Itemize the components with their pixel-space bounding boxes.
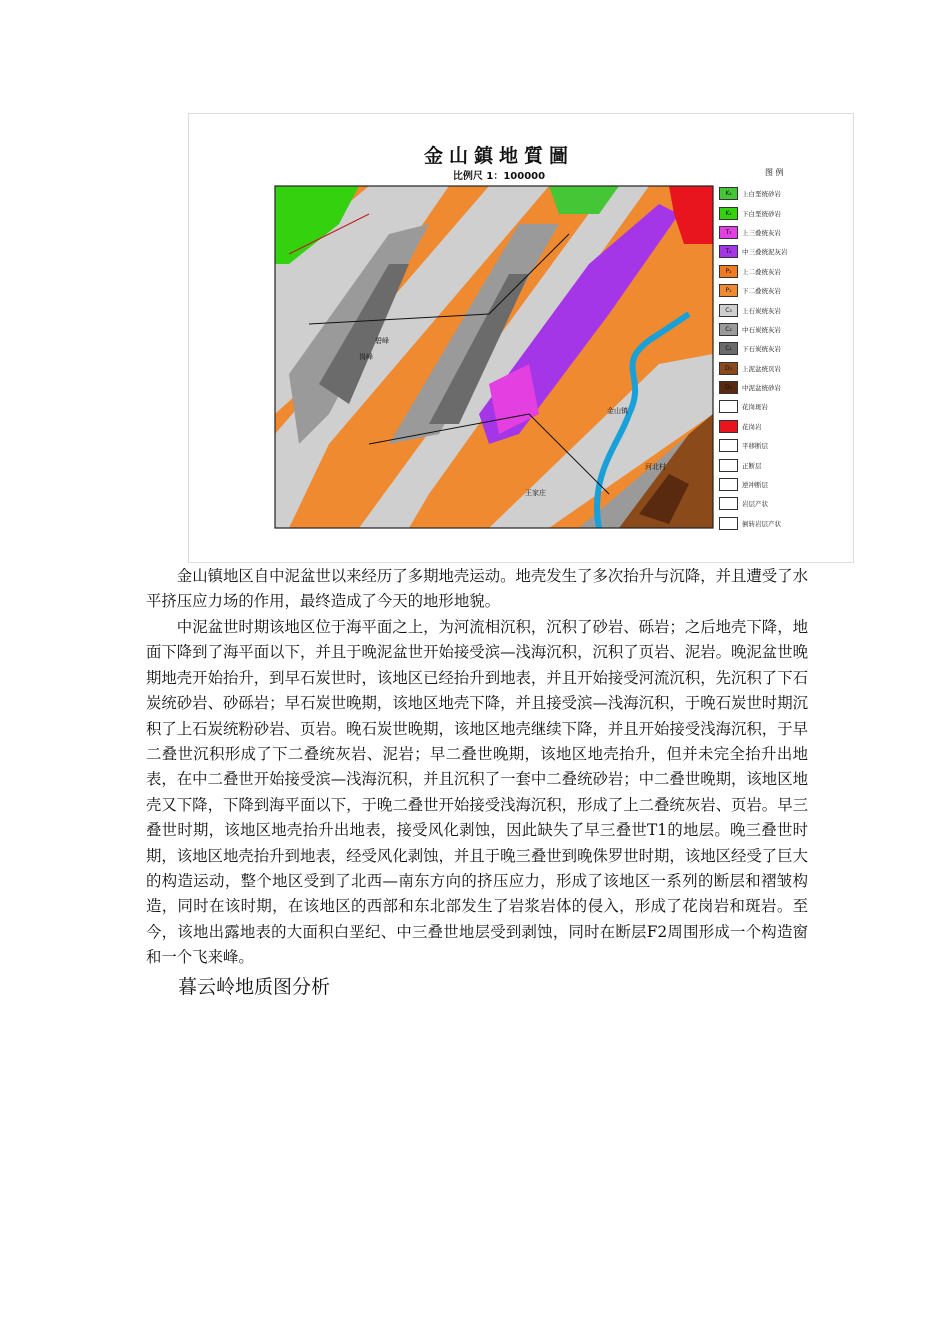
legend-swatch (719, 497, 738, 510)
legend-swatch: P₁ (719, 284, 738, 297)
legend-label: 下石炭统灰岩 (742, 345, 781, 354)
paragraph-1-text: 金山镇地区自中泥盆世以来经历了多期地壳运动。地壳发生了多次抬升与沉降，并且遭受了水平挤压应力场的作用，最终造成了今天的地形地貌。 (146, 567, 808, 611)
legend-swatch: K₁ (719, 207, 738, 220)
legend-swatch (719, 517, 738, 530)
legend-item (719, 514, 849, 533)
legend-label: 岩层产状 (742, 500, 768, 509)
legend-item (719, 339, 849, 358)
legend-item (719, 455, 849, 474)
legend-swatch: C₃ (719, 304, 738, 317)
legend-label: 平移断层 (742, 442, 768, 451)
legend-swatch: C₂ (719, 323, 738, 336)
legend-label: 中石炭统灰岩 (742, 325, 781, 334)
legend-item (719, 359, 849, 378)
legend-label: 上白垩统砂岩 (742, 190, 781, 199)
legend-label: 上石炭统灰岩 (742, 306, 781, 315)
place-village: 河北村 (645, 463, 666, 471)
legend-label: 倒转岩层产状 (742, 519, 781, 528)
legend-title: 图 例 (765, 168, 784, 177)
legend-swatch: K₂ (719, 187, 738, 200)
legend-label: 上泥盆统页岩 (742, 364, 781, 373)
legend-item (719, 223, 849, 242)
legend-item (719, 320, 849, 339)
legend-swatch: C₁ (719, 342, 738, 355)
legend-swatch (719, 459, 738, 472)
geologic-map-figure (188, 113, 854, 563)
section-heading: 暮云岭地质图分析 (178, 976, 331, 998)
legend-label: 逆冲断层 (742, 481, 768, 490)
legend-label: 下二叠统灰岩 (742, 287, 781, 296)
legend-swatch (719, 420, 738, 433)
legend-swatch: D₃ (719, 362, 738, 375)
paragraph-1 (146, 564, 808, 615)
legend-label: 花岗斑岩 (742, 403, 768, 412)
legend-swatch: T₃ (719, 226, 738, 239)
legend-label: 中三叠统泥灰岩 (742, 248, 788, 257)
legend-label: 正断层 (742, 461, 762, 470)
legend-item (719, 262, 849, 281)
place-peak2: 岗峰 (359, 353, 373, 361)
legend-item (719, 475, 849, 494)
legend-item (719, 397, 849, 416)
place-peak1: 碧峰 (375, 337, 389, 345)
legend-label: 上二叠统灰岩 (742, 267, 781, 276)
legend-item (719, 494, 849, 513)
legend-label: 花岗岩 (742, 422, 762, 431)
legend-swatch (719, 478, 738, 491)
legend-item (719, 281, 849, 300)
legend-swatch: P₂ (719, 265, 738, 278)
legend-label: 中泥盆统砂岩 (742, 384, 781, 393)
legend-swatch (719, 439, 738, 452)
place-village2: 王家庄 (525, 489, 546, 497)
map-scale: 比例尺 1：100000 (452, 171, 546, 182)
legend-item (719, 184, 849, 203)
legend-swatch (719, 400, 738, 413)
legend-swatch: D₂ (719, 381, 738, 394)
legend-item (719, 436, 849, 455)
map-title: 金山鎮地質圖 (423, 145, 574, 167)
legend-label: 下白垩统砂岩 (742, 209, 781, 218)
legend-label: 上三叠统灰岩 (742, 228, 781, 237)
legend-item (719, 300, 849, 319)
legend-item (719, 378, 849, 397)
legend-item (719, 417, 849, 436)
legend-swatch: T₂ (719, 245, 738, 258)
paragraph-2 (146, 615, 808, 971)
paragraph-2-text: 中泥盆世时期该地区位于海平面之上，为河流相沉积，沉积了砂岩、砾岩；之后地壳下降，地面下降到了海平面以下，并且于晚泥盆世开始接受滨—浅海沉积，沉积了页岩、泥岩。晚泥盆世晚期地壳开始抬升，到早石炭世时，该地区已经抬升到地表，并且开始接受河流沉积，先沉积了下石炭统砂岩、砂砾岩；早石炭世晚期，该地区地壳下降，并且接受滨—浅海沉积，于晚石炭世时期沉积了上石炭统粉砂岩、页岩。晚石炭世晚期，该地区地壳继续下降，并且开始接受浅海沉积，于早二叠世沉积形成了下二叠统灰岩、泥岩；早二叠世晚期，该地区地壳抬升，但并未完全抬升出地表，在中二叠世开始接受滨—浅海沉积，并且沉积了一套中二叠统砂岩；中二叠世晚期，该地区地壳又下降，下降到海平面以下，于晚二叠世开始接受浅海沉积，形成了上二叠统灰岩、页岩。早三叠世时期，该地区地壳抬升出地表，接受风化剥蚀，因此缺失了早三叠世T1的地层。晚三叠世时期，该地区地壳抬升到地表，经受风化剥蚀，并且于晚三叠世到晚侏罗世时期，该地区经受了巨大的构造运动，整个地区受到了北西—南东方向的挤压应力，形成了该地区一系列的断层和褶皱构造，同时在该时期，在该地区的西部和东北部发生了岩浆岩体的侵入，形成了花岗岩和斑岩。至今，该地出露地表的大面积白垩纪、中三叠世地层受到剥蚀，同时在断层F2周围形成一个构造窗和一个飞来峰。 (146, 618, 808, 967)
legend-item (719, 242, 849, 261)
legend-item (719, 203, 849, 222)
map-legend (719, 184, 849, 533)
place-town: 金山镇 (607, 407, 628, 415)
